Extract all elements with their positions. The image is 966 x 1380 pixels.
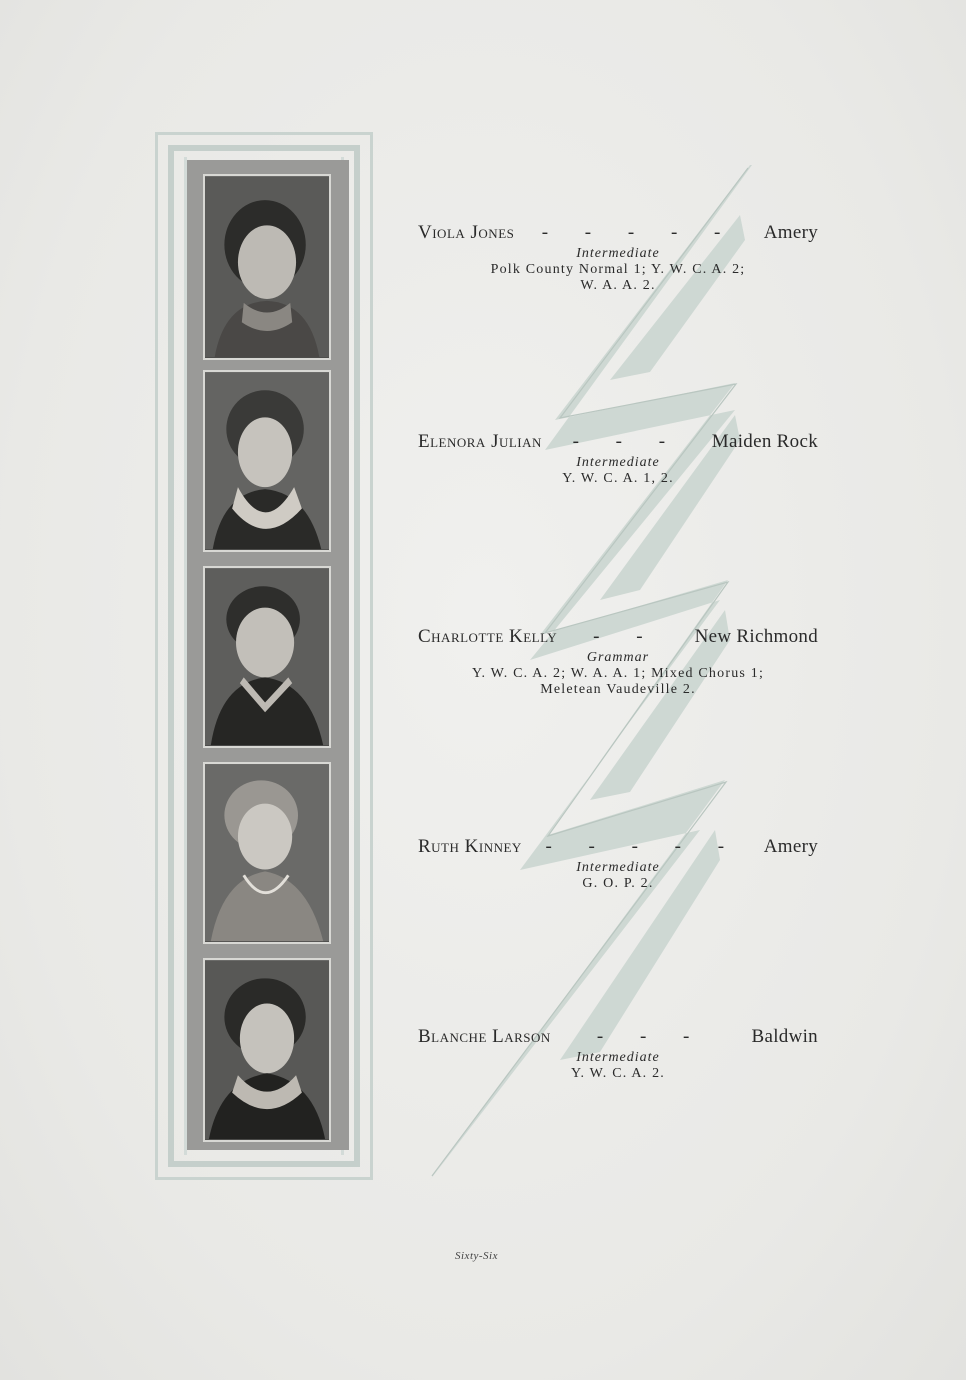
leader-dashes: - - - (572, 431, 682, 452)
student-course: Intermediate (576, 246, 660, 261)
student-entry (418, 1026, 818, 1082)
student-course: Intermediate (576, 455, 660, 470)
student-entry (418, 836, 818, 892)
activities-line: G. O. P. 2. (582, 876, 654, 891)
student-activities (418, 262, 818, 294)
student-hometown: New Richmond (694, 626, 818, 647)
student-name: Viola Jones (418, 222, 515, 243)
activities-line: Y. W. C. A. 2. (571, 1066, 665, 1081)
portrait-icon (205, 372, 329, 550)
activities-line: W. A. A. 2. (580, 278, 656, 293)
portrait-photo-charlotte-kelly (203, 566, 331, 748)
student-hometown: Maiden Rock (711, 431, 818, 452)
activities-line: Meletean Vaudeville 2. (540, 682, 696, 697)
student-activities (418, 1066, 818, 1082)
student-name: Blanche Larson (418, 1026, 551, 1047)
student-course: Grammar (586, 650, 650, 665)
leader-dashes: - - (593, 626, 659, 647)
student-course: Intermediate (576, 1050, 660, 1065)
student-name-line (418, 836, 818, 858)
student-entry (418, 626, 818, 698)
student-name: Ruth Kinney (418, 836, 522, 857)
portrait-photo-blanche-larson (203, 958, 331, 1142)
portrait-photo-elenora-julian (203, 370, 331, 552)
student-hometown: Amery (763, 222, 818, 243)
student-entry (418, 431, 818, 487)
portrait-icon (205, 960, 329, 1140)
page-number: Sixty-Six (455, 1250, 498, 1262)
portrait-photo-viola-jones (203, 174, 331, 360)
leader-dashes: - - - (596, 1026, 706, 1047)
photo-strip (187, 160, 349, 1150)
student-activities (418, 876, 818, 892)
student-name-line (418, 431, 818, 453)
student-name: Elenora Julian (418, 431, 542, 452)
student-course: Intermediate (576, 860, 660, 875)
student-entry (418, 222, 818, 294)
leader-dashes: - - - - - (545, 836, 741, 857)
student-name-line (418, 222, 818, 244)
portrait-icon (205, 176, 329, 358)
portrait-photo-ruth-kinney (203, 762, 331, 944)
student-hometown: Baldwin (751, 1026, 818, 1047)
portrait-icon (205, 764, 329, 942)
activities-line: Polk County Normal 1; Y. W. C. A. 2; (490, 262, 746, 277)
student-activities (418, 666, 818, 698)
student-activities (418, 471, 818, 487)
activities-line: Y. W. C. A. 1, 2. (562, 471, 674, 486)
student-name-line (418, 626, 818, 648)
leader-dashes: - - - - - (541, 222, 737, 243)
portrait-icon (205, 568, 329, 746)
student-name: Charlotte Kelly (418, 626, 558, 647)
student-hometown: Amery (763, 836, 818, 857)
student-name-line (418, 1026, 818, 1048)
activities-line: Y. W. C. A. 2; W. A. A. 1; Mixed Chorus 1; (471, 666, 765, 681)
